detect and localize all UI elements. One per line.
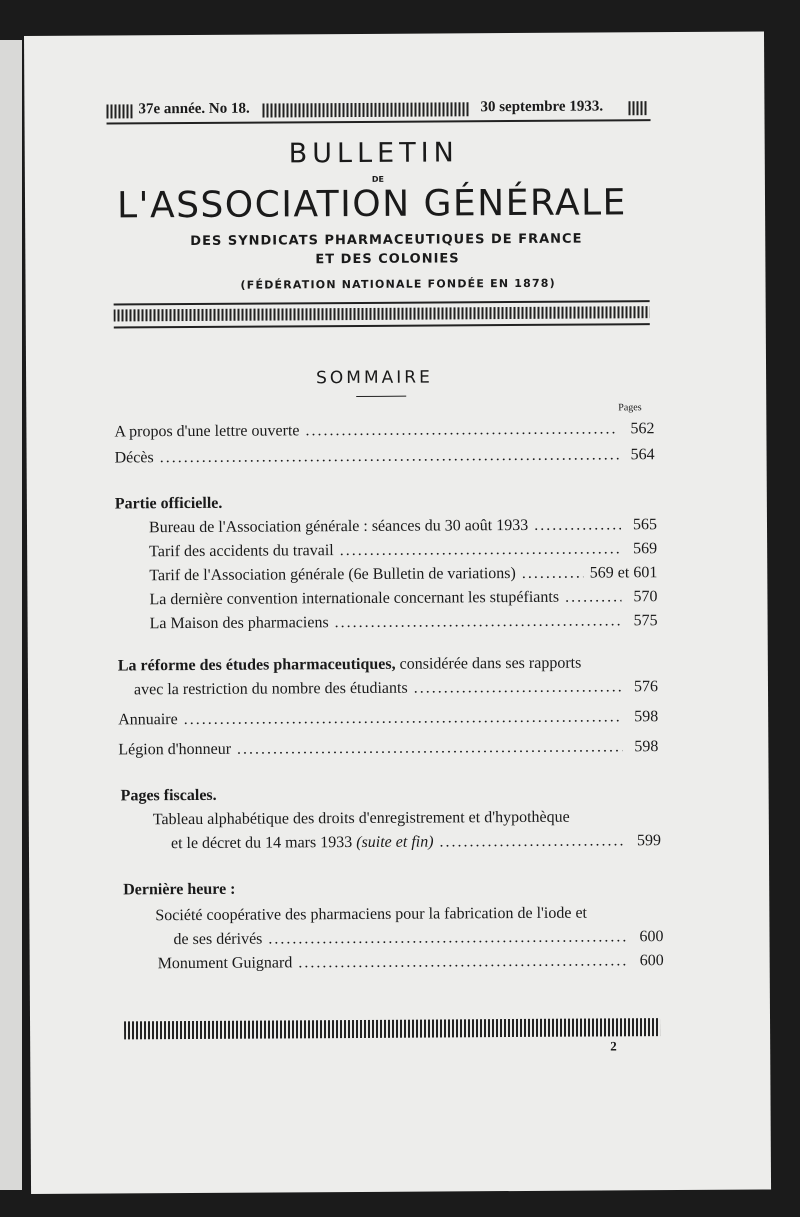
toc-entry-page: 600 (639, 928, 664, 946)
toc-entry-page: 564 (630, 446, 655, 464)
masthead-subtitle-colonies: ET DES COLONIES (315, 251, 460, 268)
masthead-rule-bottom (114, 323, 650, 328)
toc-entry (118, 738, 658, 759)
toc-entry (149, 516, 657, 537)
pages-fiscales-line1: Tableau alphabétique des droits d'enregistrement et d'hypothèque (152, 808, 570, 829)
toc-entry (149, 564, 657, 585)
toc-entry-label: Annuaire (118, 711, 178, 729)
bulletin-page (24, 31, 771, 1193)
section-heading-reforme (118, 655, 582, 676)
toc-entry-page: 570 (633, 588, 658, 606)
toc-entry-page: 576 (633, 678, 659, 696)
toc-entry-label: La dernière convention internationale concernant les stupéfiants (149, 588, 560, 609)
section-heading-pages-fiscales: Pages fiscales. (120, 786, 217, 805)
previous-page-edge (0, 40, 22, 1190)
page-number: 2 (610, 1038, 617, 1054)
toc-entry-label: avec la restriction du nombre des étudiants (133, 679, 408, 699)
header-bars-left (106, 104, 132, 118)
toc-entry-label: Légion d'honneur (118, 740, 232, 759)
toc-entry-label (171, 834, 434, 854)
toc-entry (171, 832, 661, 853)
reforme-heading-rest: considérée dans ses rapports (399, 654, 582, 673)
toc-entry-label: La Maison des pharmaciens (149, 614, 329, 633)
reforme-heading-bold: La réforme des études pharmaceutiques, (117, 655, 396, 675)
section-heading-derniere-heure: Dernière heure : (123, 880, 236, 899)
toc-entry (134, 678, 658, 699)
masthead-bars (114, 306, 650, 321)
masthead-title-association: L'ASSOCIATION GÉNÉRALE (116, 182, 627, 227)
issue-date: 30 septembre 1933. (480, 98, 604, 116)
pages-column-label: Pages (618, 402, 642, 414)
toc-entry (158, 952, 664, 973)
toc-entry-page: 600 (639, 952, 664, 970)
header-bars-middle (262, 102, 470, 117)
toc-entry-label: Décès (114, 449, 154, 467)
masthead-subtitle-syndicats: DES SYNDICATS PHARMACEUTIQUES DE FRANCE (190, 231, 583, 249)
derniere-heure-line1: Société coopérative des pharmaciens pour la fabrication de l'iode et (155, 904, 588, 925)
toc-entry (114, 420, 654, 441)
toc-entry-page: 569 (633, 540, 658, 558)
toc-entry (150, 612, 658, 633)
toc-entry-page: 569 et 601 (589, 564, 658, 582)
sommaire-ornament (356, 396, 406, 397)
masthead-title-bulletin: BULLETIN (288, 137, 459, 170)
masthead-de: DE (371, 174, 385, 184)
toc-entry-label: Bureau de l'Association générale : séances du 30 août 1933 (148, 516, 529, 537)
toc-entry-label: Monument Guignard (157, 954, 293, 973)
toc-entry (118, 708, 658, 729)
toc-entry-page: 599 (636, 832, 661, 850)
section-heading-partie-officielle: Partie officielle. (114, 494, 223, 513)
header-bars-right (628, 101, 648, 115)
toc-entry-page: 598 (634, 738, 659, 756)
sommaire-title: SOMMAIRE (316, 367, 433, 389)
toc-entry-page: 575 (633, 612, 658, 630)
footer-bars (124, 1018, 660, 1039)
toc-entry-page: 598 (634, 708, 659, 726)
masthead-rule-top (114, 300, 650, 305)
toc-entry (149, 540, 657, 561)
issue-number: 37e année. No 18. (138, 100, 250, 118)
header-rule (107, 119, 651, 124)
toc-entry-label: A propos d'une lettre ouverte (114, 422, 300, 441)
pages-fiscales-italic: (suite et fin) (356, 833, 434, 851)
toc-entry-label: Tarif de l'Association générale (6e Bulletin de variations) (149, 565, 516, 585)
toc-entry (115, 446, 655, 467)
masthead-founded: (FÉDÉRATION NATIONALE FONDÉE EN 1878) (240, 276, 556, 292)
toc-entry-label: Tarif des accidents du travail (149, 542, 334, 561)
pages-fiscales-line2: et le décret du 14 mars 1933 (170, 834, 353, 853)
toc-entry-page: 565 (632, 516, 658, 534)
toc-entry-label: de ses dérivés (173, 930, 263, 949)
toc-entry (173, 928, 663, 949)
toc-entry (149, 588, 657, 609)
toc-entry-page: 562 (630, 420, 655, 438)
